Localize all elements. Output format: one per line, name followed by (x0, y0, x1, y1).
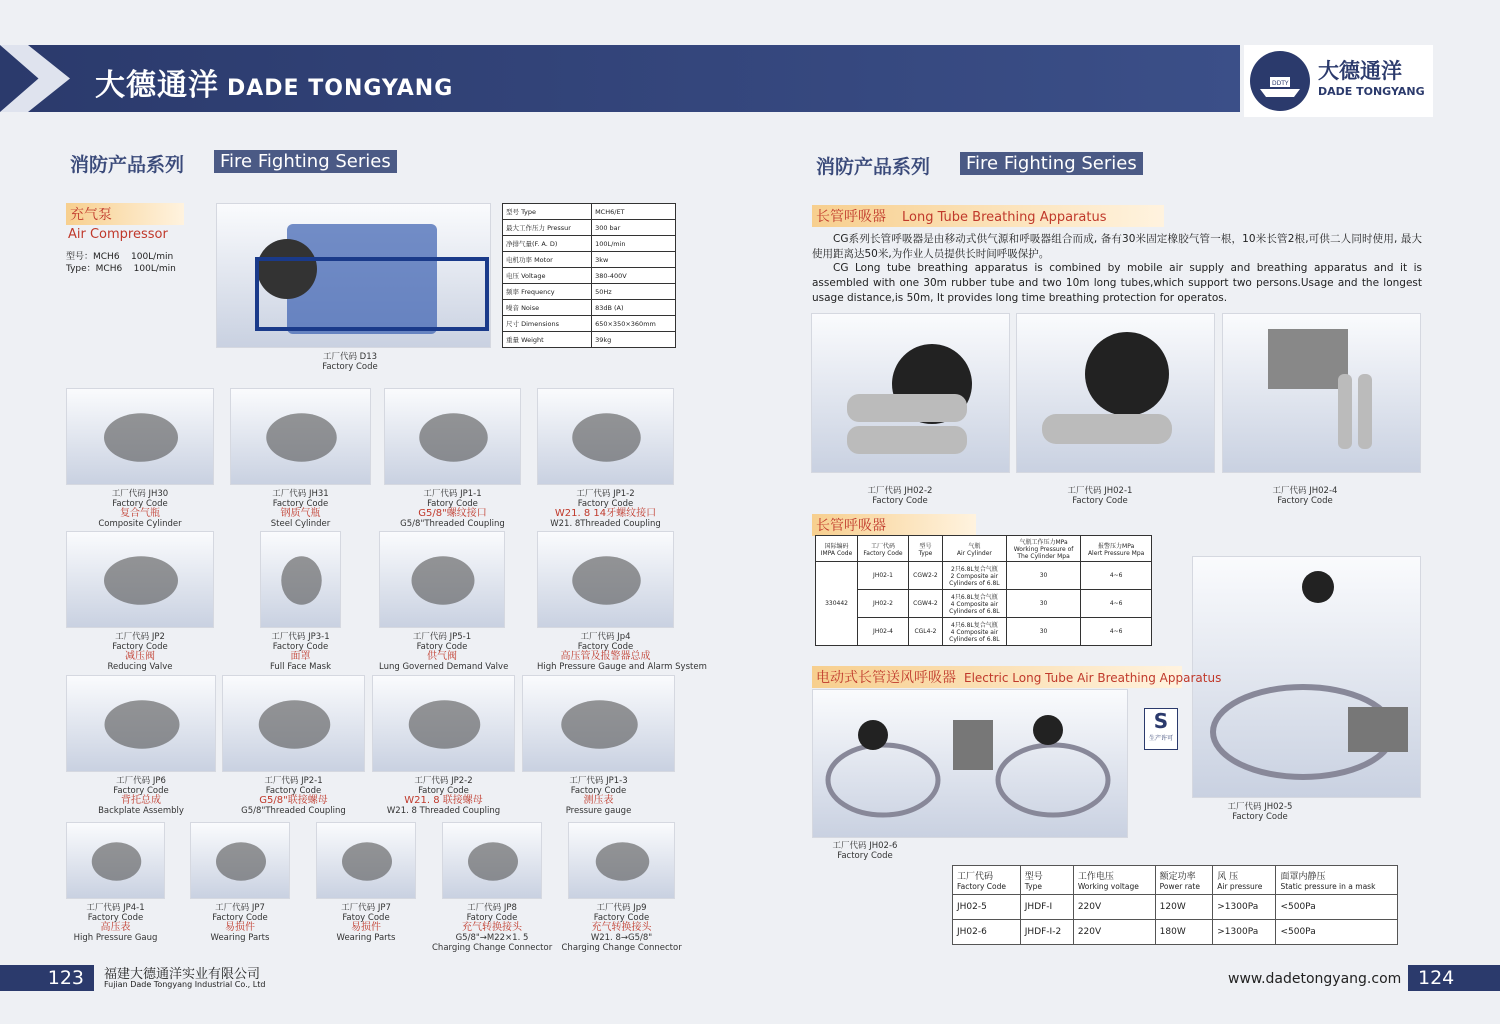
ltba-caption-2: 工厂代码 JH02-1 Factory Code (1067, 486, 1133, 506)
spec-cell: 尺寸 Dimensions (503, 316, 592, 332)
compressor-spec-table (502, 203, 676, 348)
spec-cell: JHDF-I (1020, 895, 1073, 920)
product-photo (372, 675, 515, 772)
product-caption: 工厂代码 JH30 Factory Code 复合气瓶 Composite Cylinder (98, 489, 182, 529)
compressor-caption: 工厂代码 D13 Factory Code (322, 352, 378, 372)
logo-en: DADE TONGYANG (1318, 85, 1425, 98)
product-photo (379, 531, 505, 628)
ltba-desc-cn: CG系列长管呼吸器是由移动式供气源和呼吸器组合而成, 备有30米固定橡胶气管一根，10米长管2根,可供二人同时使用, 最大使用距离达50米,为作业人员提供长时间呼吸保护。 (812, 233, 1422, 260)
table-header: 国际编码 IMPA Code (816, 536, 858, 562)
product-caption: 工厂代码 JP3-1 Factory Code 面罩 Full Face Mask (269, 632, 332, 672)
spec-header: 工作电压 Working voltage (1073, 866, 1155, 895)
table-header: 报警压力MPa Alert Pressure Mpa (1081, 536, 1152, 562)
compressor-title-en: Air Compressor (68, 227, 168, 242)
product-photo (66, 531, 214, 628)
company-cn: 福建大德通洋实业有限公司 (104, 967, 261, 982)
jh02-5-photo (1192, 556, 1421, 798)
jh02-5-caption: 工厂代码 JH02-5 Factory Code (1227, 802, 1293, 822)
product-photo (66, 822, 165, 899)
spec-cell: >1300Pa (1213, 895, 1276, 920)
table-header: 气瓶工作压力MPa Working Pressure of The Cylinder Mpa (1006, 536, 1080, 562)
spec-cell: 净排气量(F. A. D) (503, 236, 592, 252)
product-caption: 工厂代码 JH31 Factory Code 钢质气瓶 Steel Cylinder (270, 489, 331, 529)
svg-text:DDTY: DDTY (1272, 80, 1289, 87)
series-title-en-right: Fire Fighting Series (960, 152, 1143, 175)
spec-row (503, 236, 676, 252)
product-caption: 工厂代码 JP5-1 Fatory Code 供气阀 Lung Governed Demand Valve (379, 632, 509, 672)
table-cell: 30 (1006, 590, 1080, 618)
spec-row (503, 284, 676, 300)
spec-cell: 电机功率 Motor (503, 252, 592, 268)
spec-row (503, 220, 676, 236)
compressor-title-cn: 充气泵 (66, 203, 184, 225)
spec-header: 工厂代码 Factory Code (953, 866, 1021, 895)
compressor-model-cn: 型号：MCH6 100L/min (66, 252, 174, 262)
spec-cell: 380-400V (592, 268, 676, 284)
ltba-desc-en: CG Long tube breathing apparatus is combined by mobile air supply and breathing apparatus and it is assembled with one 30m rubber tube and two 10m long tubes,which support two persons.Usage and the longest usage distance,is 50m, It provides long time breathing protection for operatos. (812, 262, 1422, 304)
spec-cell: 最大工作压力 Pressur (503, 220, 592, 236)
ltba-photo-1 (811, 313, 1010, 473)
product-caption: 工厂代码 JP7 Factory Code 易损件 Wearing Parts (210, 903, 270, 943)
brand-cn: 大德通洋 (95, 68, 219, 103)
spec-cell: 电压 Voltage (503, 268, 592, 284)
product-photo (66, 388, 214, 485)
table-cell: 4~6 (1081, 562, 1152, 590)
table-cell: 4~6 (1081, 590, 1152, 618)
table-cell: JH02-2 (858, 590, 909, 618)
spec-row (503, 316, 676, 332)
table-cell: 4只6.8L复合气瓶 4 Composite air Cylinders of 6.8L (942, 618, 1006, 646)
product-caption: 工厂代码 JP8 Fatory Code 充气转换接头 G5/8"→M22×1. 5 Charging Change Connector (432, 903, 553, 953)
table-header: 气瓶 Air Cylinder (942, 536, 1006, 562)
product-caption: 工厂代码 Jp9 Factory Code 充气转换接头 W21. 8→G5/8" Charging Change Connector (561, 903, 682, 953)
brand-title (95, 60, 453, 104)
product-photo (442, 822, 542, 899)
table-cell: CGW4-2 (908, 590, 942, 618)
spec-cell: MCH6/ET (592, 204, 676, 220)
page-number-left: 123 (0, 965, 94, 991)
spec-row (503, 300, 676, 316)
spec-row (503, 268, 676, 284)
product-photo (568, 822, 675, 899)
product-photo (537, 388, 674, 485)
table-cell: CGL4-2 (908, 618, 942, 646)
product-photo (522, 675, 675, 772)
spec-cell: 50Hz (592, 284, 676, 300)
spec-cell: 83dB (A) (592, 300, 676, 316)
spec-cell: 3kw (592, 252, 676, 268)
table-cell: 30 (1006, 562, 1080, 590)
product-photo (384, 388, 521, 485)
table-cell: CGW2-2 (908, 562, 942, 590)
table-cell: 2只6.8L复合气瓶 2 Composite air Cylinders of 6.8L (942, 562, 1006, 590)
spec-cell: 180W (1155, 920, 1213, 945)
spec-cell: JH02-6 (953, 920, 1021, 945)
product-photo (260, 531, 341, 628)
spec-cell: >1300Pa (1213, 920, 1276, 945)
spec-cell: 650×350×360mm (592, 316, 676, 332)
table-title: 长管呼吸器 (812, 514, 976, 536)
spec-header: 型号 Type (1020, 866, 1073, 895)
spec-cell: 220V (1073, 895, 1155, 920)
spec-row (503, 204, 676, 220)
jh02-6-caption: 工厂代码 JH02-6 Factory Code (832, 841, 898, 861)
spec-cell: <500Pa (1276, 895, 1398, 920)
website-link[interactable]: www.dadetongyang.com (1228, 971, 1402, 987)
table-cell: JH02-1 (858, 562, 909, 590)
series-title-cn: 消防产品系列 (70, 154, 185, 176)
ltba-title: 长管呼吸器 Long Tube Breathing Apparatus (812, 205, 1164, 227)
logo (1244, 45, 1433, 117)
table-cell: JH02-4 (858, 618, 909, 646)
production-license-icon: S 生产许可 (1144, 708, 1178, 750)
product-photo (537, 531, 674, 628)
spec-cell: 型号 Type (503, 204, 592, 220)
product-caption: 工厂代码 Jp4 Factory Code 高压管及报警器总成 High Pressure Gauge and Alarm System (537, 632, 707, 672)
product-caption: 工厂代码 JP2-1 Factory Code G5/8"联接螺母 G5/8"Threaded Coupling (241, 776, 346, 816)
elec-title: 电动式长管送风呼吸器 Electric Long Tube Air Breathing Apparatus (812, 666, 1182, 688)
company-en: Fujian Dade Tongyang Industrial Co., Ltd (104, 980, 266, 989)
spec-header: 风 压 Air pressure (1213, 866, 1276, 895)
ltba-photo-2 (1016, 313, 1215, 473)
product-caption: 工厂代码 JP4-1 Factory Code 高压表 High Pressure Gaug (73, 903, 158, 943)
table-header: 工厂代码 Factory Code (858, 536, 909, 562)
logo-cn: 大德通洋 (1318, 59, 1402, 83)
spec-cell: <500Pa (1276, 920, 1398, 945)
impa-code: 330442 (816, 562, 858, 646)
product-photo (190, 822, 290, 899)
electric-spec-table (952, 865, 1398, 945)
spec-row (503, 252, 676, 268)
product-caption: 工厂代码 JP1-3 Factory Code 测压表 Pressure gauge (565, 776, 632, 816)
product-caption: 工厂代码 JP2-2 Fatory Code W21. 8 联接螺母 W21. 8 Threaded Coupling (386, 776, 501, 816)
spec-cell: 频率 Frequency (503, 284, 592, 300)
ltba-caption-1: 工厂代码 JH02-2 Factory Code (867, 486, 933, 506)
logo-mark-icon (1250, 51, 1310, 111)
compressor-photo (216, 203, 491, 348)
page-number-right: 124 (1408, 965, 1500, 991)
product-photo (222, 675, 365, 772)
spec-cell: 120W (1155, 895, 1213, 920)
product-caption: 工厂代码 JP1-1 Fatory Code G5/8"螺纹接口 G5/8"Threaded Coupling (400, 489, 505, 529)
product-photo (230, 388, 371, 485)
ltba-photo-3 (1222, 313, 1421, 473)
ltba-caption-3: 工厂代码 JH02-4 Factory Code (1272, 486, 1338, 506)
series-title-cn-right: 消防产品系列 (816, 156, 931, 178)
spec-cell: JHDF-I-2 (1020, 920, 1073, 945)
product-caption: 工厂代码 JP2 Factory Code 减压阀 Reducing Valve (107, 632, 173, 672)
spec-cell: 噪音 Noise (503, 300, 592, 316)
spec-header: 面罩内静压 Static pressure in a mask (1276, 866, 1398, 895)
product-caption: 工厂代码 JP7 Fatoy Code 易损件 Wearing Parts (336, 903, 396, 943)
table-cell: 4~6 (1081, 618, 1152, 646)
spec-cell: 220V (1073, 920, 1155, 945)
product-caption: 工厂代码 JP6 Factory Code 背托总成 Backplate Assembly (98, 776, 184, 816)
series-title-en: Fire Fighting Series (214, 150, 397, 173)
product-caption: 工厂代码 JP1-2 Factory Code W21. 8 14牙螺纹接口 W21. 8Threaded Coupling (550, 489, 661, 529)
table-header: 型号 Type (908, 536, 942, 562)
product-photo (316, 822, 416, 899)
compressor-model-en: Type：MCH6 100L/min (66, 264, 176, 274)
spec-cell: JH02-5 (953, 895, 1021, 920)
spec-cell: 100L/min (592, 236, 676, 252)
table-cell: 4只6.8L复合气瓶 4 Composite air Cylinders of 6.8L (942, 590, 1006, 618)
table-cell: 30 (1006, 618, 1080, 646)
jh02-6-photo (812, 689, 1128, 838)
spec-row (503, 332, 676, 348)
product-photo (66, 675, 216, 772)
spec-header: 额定功率 Power rate (1155, 866, 1213, 895)
spec-cell: 重量 Weight (503, 332, 592, 348)
spec-cell: 39kg (592, 332, 676, 348)
spec-cell: 300 bar (592, 220, 676, 236)
brand-en: DADE TONGYANG (227, 76, 454, 101)
ltba-table (815, 535, 1152, 646)
